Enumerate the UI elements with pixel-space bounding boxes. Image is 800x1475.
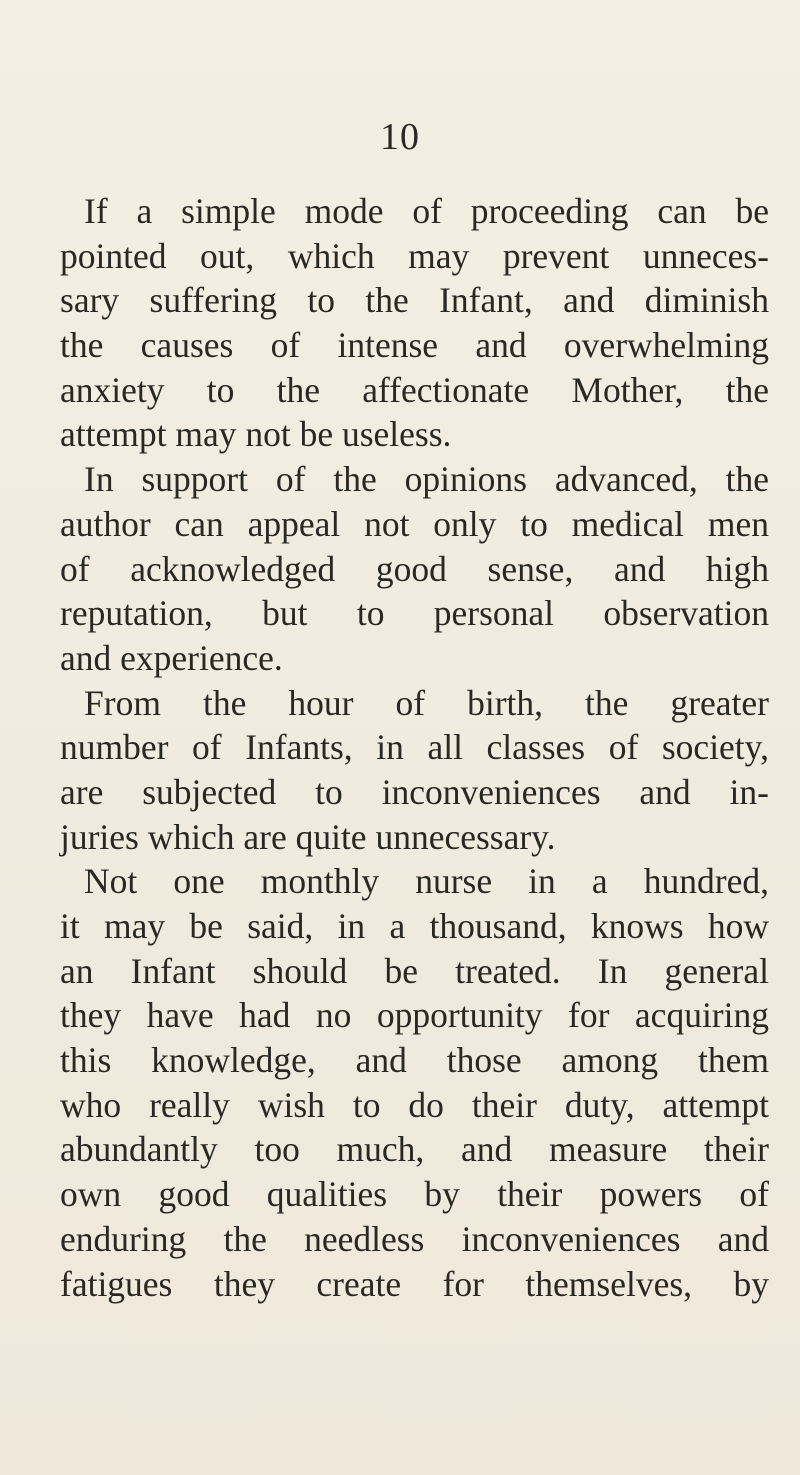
text-line: reputation, but to personal observation (60, 593, 769, 634)
paragraph (60, 457, 769, 680)
text-line: of acknowledged good sense, and high (60, 548, 769, 589)
text-line: From the hour of birth, the greater (84, 682, 769, 723)
paragraph (60, 681, 769, 860)
text-line: pointed out, which may prevent unneces- (60, 235, 769, 276)
text-line: they have had no opportunity for acquiring (60, 995, 769, 1036)
text-line: anxiety to the affectionate Mother, the (60, 369, 769, 410)
text-line: fatigues they create for themselves, by (60, 1263, 769, 1304)
text-line: own good qualities by their powers of (60, 1174, 769, 1215)
text-line: it may be said, in a thousand, knows how (60, 906, 769, 946)
paragraph (60, 859, 769, 1306)
text-line: attempt may not be useless. (60, 414, 452, 455)
text-line: sary suffering to the Infant, and diminish (60, 280, 769, 321)
text-line: Not one monthly nurse in a hundred, (84, 861, 769, 902)
text-line: enduring the needless inconveniences and (60, 1218, 769, 1259)
text-line: juries which are quite unnecessary. (60, 816, 556, 857)
text-line: the causes of intense and overwhelming (60, 325, 769, 366)
text-line: In support of the opinions advanced, the (84, 459, 769, 500)
text-line: number of Infants, in all classes of society, (60, 727, 769, 768)
text-line: are subjected to inconveniences and in- (60, 771, 769, 812)
text-line: abundantly too much, and measure their (60, 1129, 769, 1170)
body-text (60, 189, 769, 1306)
text-line: and experience. (60, 637, 283, 678)
text-line: an Infant should be treated. In general (60, 950, 769, 991)
text-line: who really wish to do their duty, attempt (60, 1084, 769, 1125)
page-number: 10 (380, 116, 420, 158)
paragraph (60, 189, 769, 457)
text-line: author can appeal not only to medical men (60, 503, 769, 544)
text-line: If a simple mode of proceeding can be (84, 191, 769, 231)
text-line: this knowledge, and those among them (60, 1040, 769, 1081)
